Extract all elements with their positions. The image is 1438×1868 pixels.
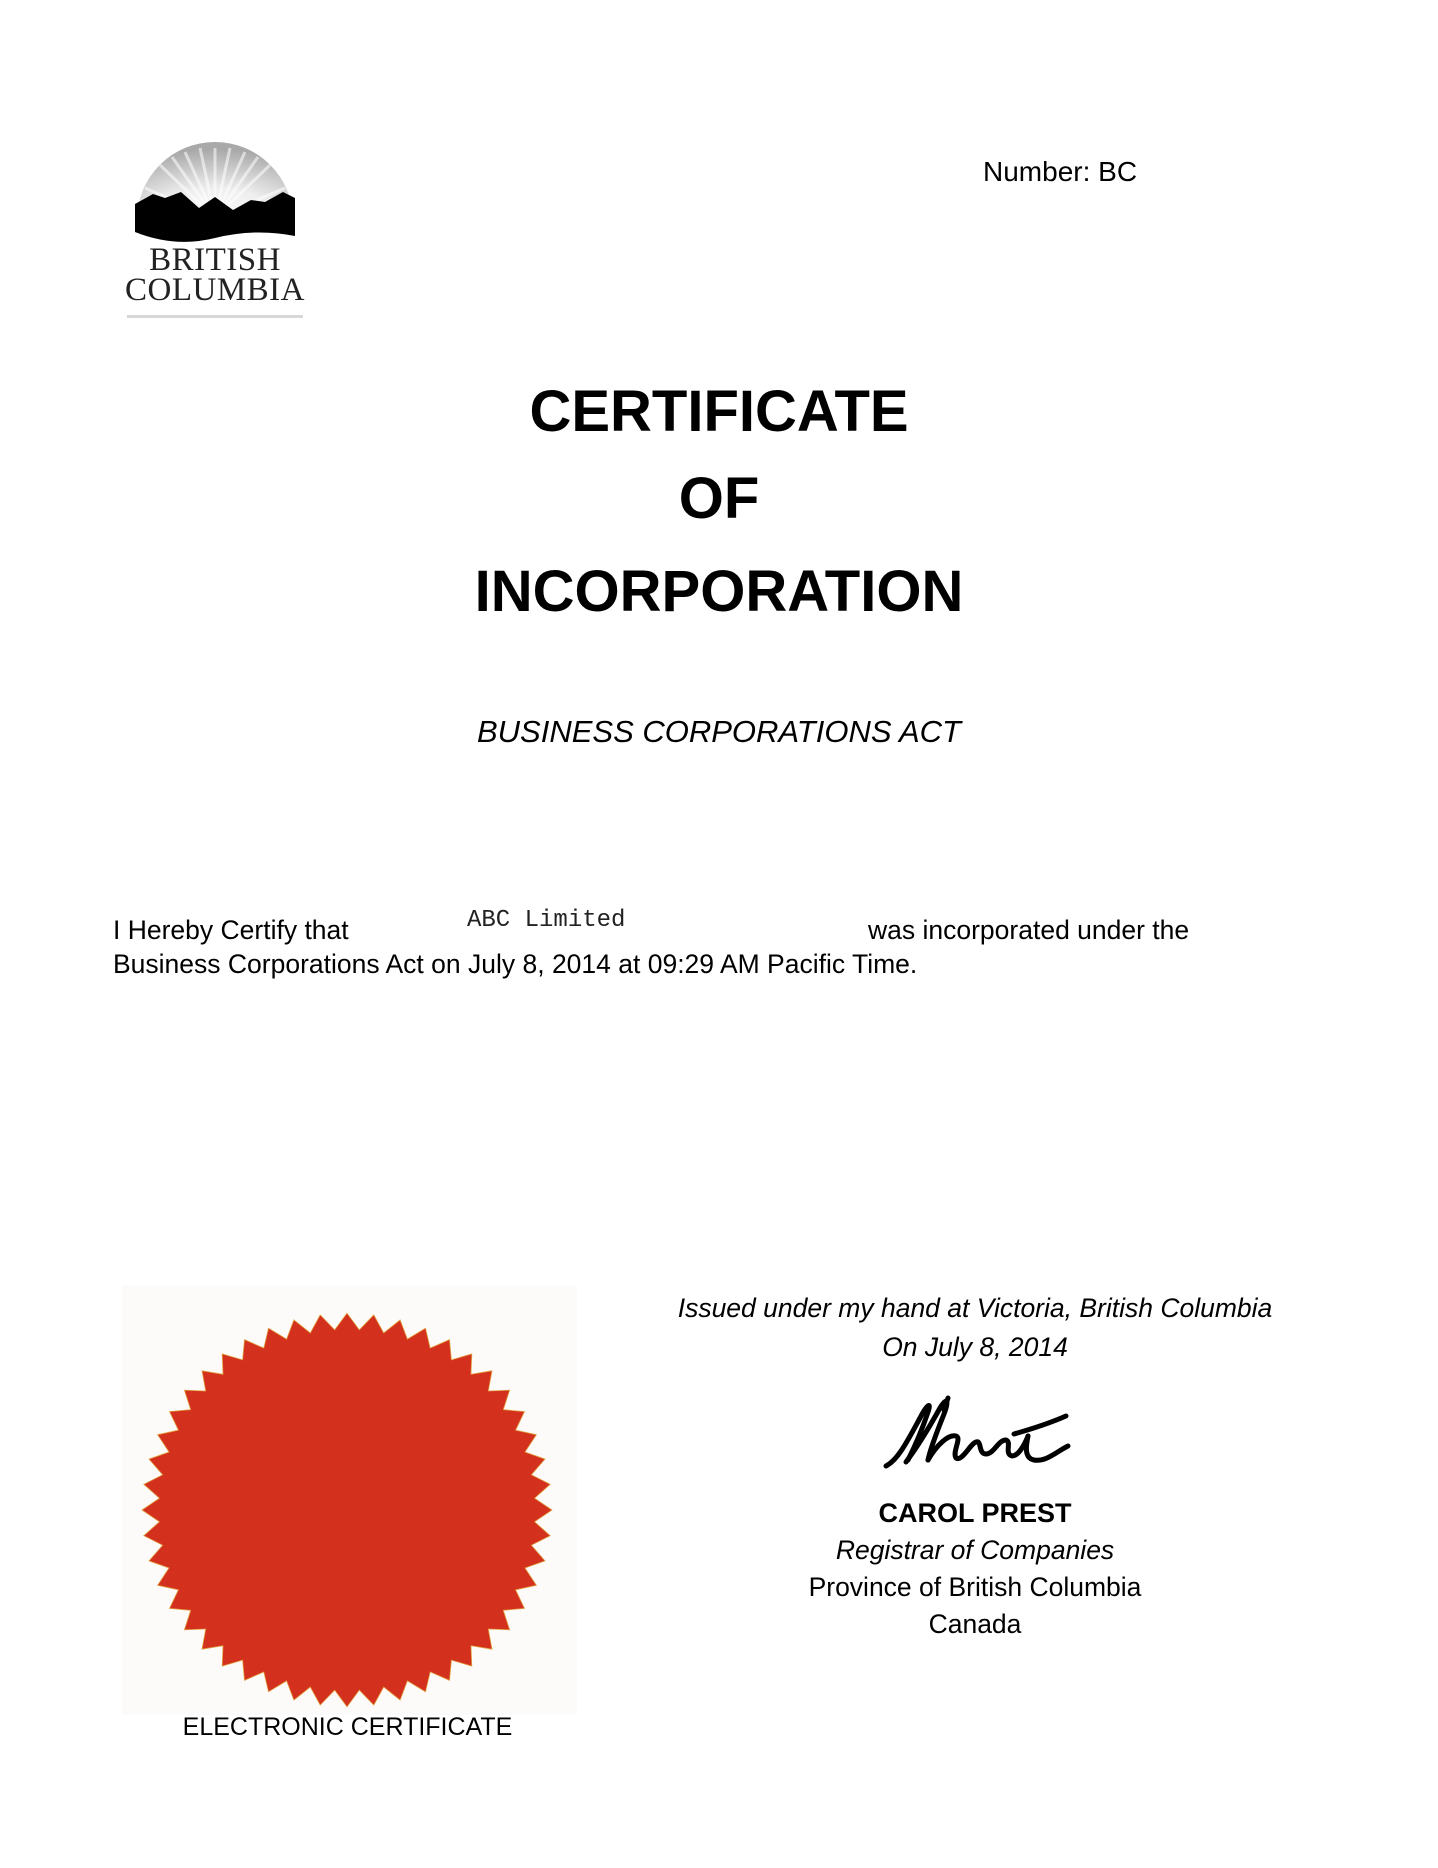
registrar-name: CAROL PREST <box>878 1498 1072 1528</box>
issued-date: On July 8, 2014 <box>882 1332 1068 1362</box>
issued-statement: Issued under my hand at Victoria, British Columbia <box>677 1293 1273 1323</box>
bc-sun-mountains-logo-icon <box>115 140 315 245</box>
certify-prefix: I Hereby Certify that <box>113 915 349 945</box>
company-name: ABC Limited <box>467 907 626 934</box>
country-name: Canada <box>928 1609 1022 1639</box>
handwritten-signature-icon <box>878 1390 1078 1470</box>
logo-text-british: BRITISH <box>149 242 281 278</box>
logo-text-columbia: COLUMBIA <box>124 272 305 308</box>
red-seal-icon <box>137 1300 557 1720</box>
act-subtitle: BUSINESS CORPORATIONS ACT <box>476 714 961 749</box>
province-name: Province of British Columbia <box>808 1572 1142 1602</box>
registrar-title: Registrar of Companies <box>835 1535 1115 1565</box>
certify-suffix: was incorporated under the <box>868 915 1190 945</box>
electronic-certificate-label: ELECTRONIC CERTIFICATE <box>182 1713 513 1741</box>
logo-underline <box>127 315 303 318</box>
incorporation-details: Business Corporations Act on July 8, 2014 at 09:29 AM Pacific Time. <box>113 949 918 979</box>
certificate-number: Number: BC <box>983 156 1138 187</box>
title-incorporation: INCORPORATION <box>474 559 964 624</box>
title-certificate: CERTIFICATE <box>529 379 909 444</box>
bc-logo <box>115 140 315 325</box>
title-of: OF <box>678 466 760 531</box>
